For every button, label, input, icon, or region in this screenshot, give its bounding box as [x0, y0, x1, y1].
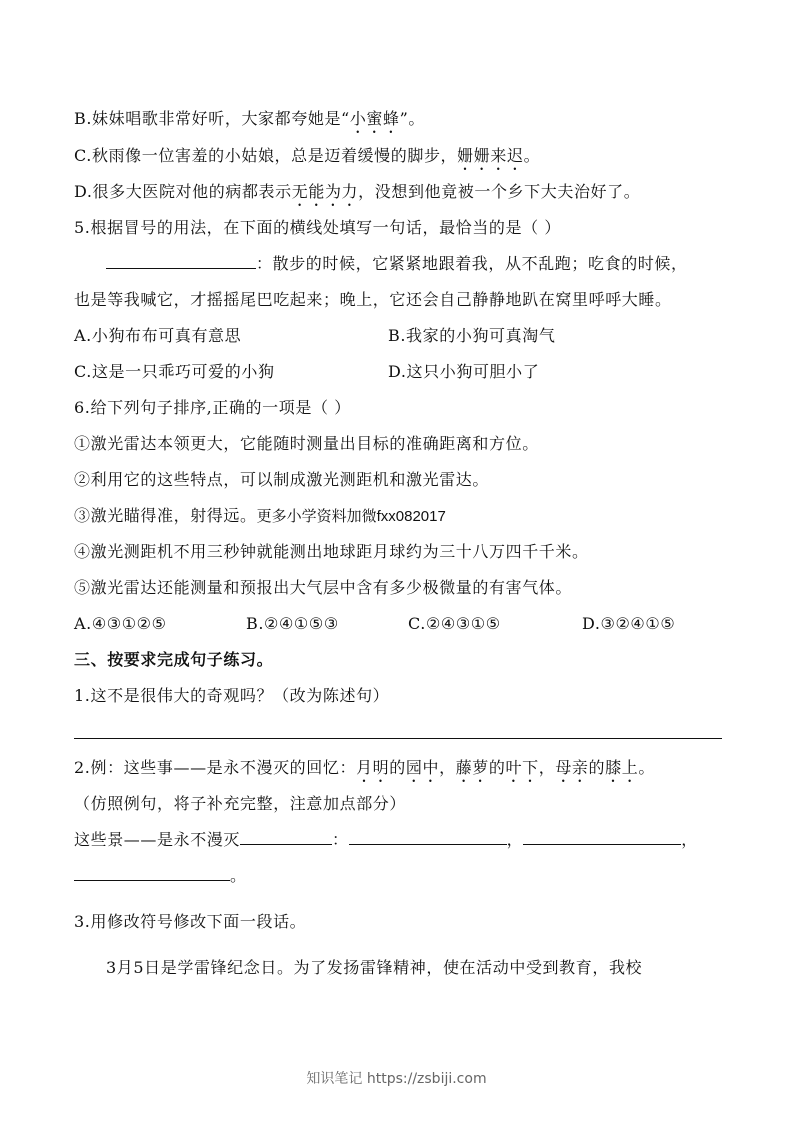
q6-sentence-3: ③激光瞄得准，射得远。更多小学资料加微fxx082017: [74, 506, 446, 525]
answer-blank[interactable]: [240, 844, 332, 845]
q6-sentence-1: ①激光雷达本领更大，它能随时测量出目标的准确距离和方位。: [74, 434, 539, 453]
q6-option-b: B.②④①⑤③: [246, 614, 339, 633]
answer-blank[interactable]: [106, 268, 256, 269]
q6-option-d: D.③②④①⑤: [582, 614, 676, 633]
q5-option-b: B.我家的小狗可真淘气: [388, 326, 556, 345]
q5-option-d: D.这只小狗可胆小了: [388, 362, 540, 381]
section-heading: 三、按要求完成句子练习。: [74, 650, 274, 669]
q6-option-c: C.②④③①⑤: [408, 614, 501, 633]
answer-blank[interactable]: [74, 880, 230, 881]
promo-watermark-text: 更多小学资料加微fxx082017: [256, 508, 446, 525]
q6-sentence-5: ⑤激光雷达还能测量和预报出大气层中含有多少极微量的有害气体。: [74, 578, 573, 597]
footer-watermark: 知识笔记 https://zsbiji.com: [306, 1071, 487, 1087]
emphasis-text: 园中: [405, 758, 440, 777]
emphasis-text: 藤萝: [455, 758, 489, 777]
s3-question-3-paragraph: 3月5日是学雷锋纪念日。为了发扬雷锋精神，使在活动中受到教育，我校: [106, 958, 643, 977]
q4-option-b: B.妹妹唱歌非常好听，大家都夸她是“小蜜蜂”。: [74, 109, 426, 128]
s3-question-1: 1.这不是很伟大的奇观吗？（改为陈述句）: [74, 686, 390, 705]
emphasis-text: 无能为力: [291, 182, 359, 201]
answer-blank[interactable]: [523, 844, 681, 845]
q4-option-c: C.秋雨像一位害羞的小姑娘，总是迈着缓慢的脚步，姗姗来迟。: [74, 146, 541, 165]
s3-question-2-fill: 这些景——是永不漫灭 ： ， ，: [74, 830, 698, 849]
q4-option-d: D.很多大医院对他的病都表示无能为力，没想到他竟被一个乡下大夫治好了。: [74, 182, 641, 201]
s3-question-2-fill-end: 。: [74, 865, 733, 887]
q5-option-c: C.这是一只乖巧可爱的小狗: [74, 362, 275, 381]
emphasis-text: 母亲: [555, 758, 589, 777]
q6-sentence-2: ②利用它的这些特点，可以制成激光测距机和激光雷达。: [74, 470, 490, 489]
s3-question-2-example: 2.例：这些事——是永不漫灭的回忆：月明的园中，藤萝的叶下，母亲的膝上。: [74, 758, 655, 777]
q5-passage-line1: ：散步的时候，它紧紧地跟着我，从不乱跑；吃食的时候，: [74, 253, 733, 275]
emphasis-text: 膝上: [605, 758, 639, 777]
q6-sentence-4: ④激光测距机不用三秒钟就能测出地球距月球约为三十八万四千千米。: [74, 542, 589, 561]
answer-line[interactable]: [74, 738, 722, 739]
s3-question-2-note: （仿照例句，将子补充完整，注意加点部分）: [74, 794, 407, 813]
emphasis-text: 月明: [356, 758, 390, 777]
emphasis-text: 叶下: [505, 758, 539, 777]
answer-blank[interactable]: [349, 844, 507, 845]
q5-passage-line2: 也是等我喊它，才摇摇尾巴吃起来；晚上，它还会自己静静地趴在窝里呼呼大睡。: [74, 290, 672, 309]
q6-question: 6.给下列句子排序,正确的一项是（ ）: [74, 398, 351, 417]
q5-option-a: A.小狗布布可真有意思: [74, 326, 242, 345]
q6-option-a: A.④③①②⑤: [74, 614, 167, 633]
emphasis-text: 姗姗来迟: [457, 146, 524, 165]
q5-question: 5.根据冒号的用法，在下面的横线处填写一句话，最恰当的是（ ）: [74, 218, 561, 237]
emphasis-text: 小蜜蜂: [349, 109, 400, 128]
s3-question-3: 3.用修改符号修改下面一段话。: [74, 912, 307, 931]
